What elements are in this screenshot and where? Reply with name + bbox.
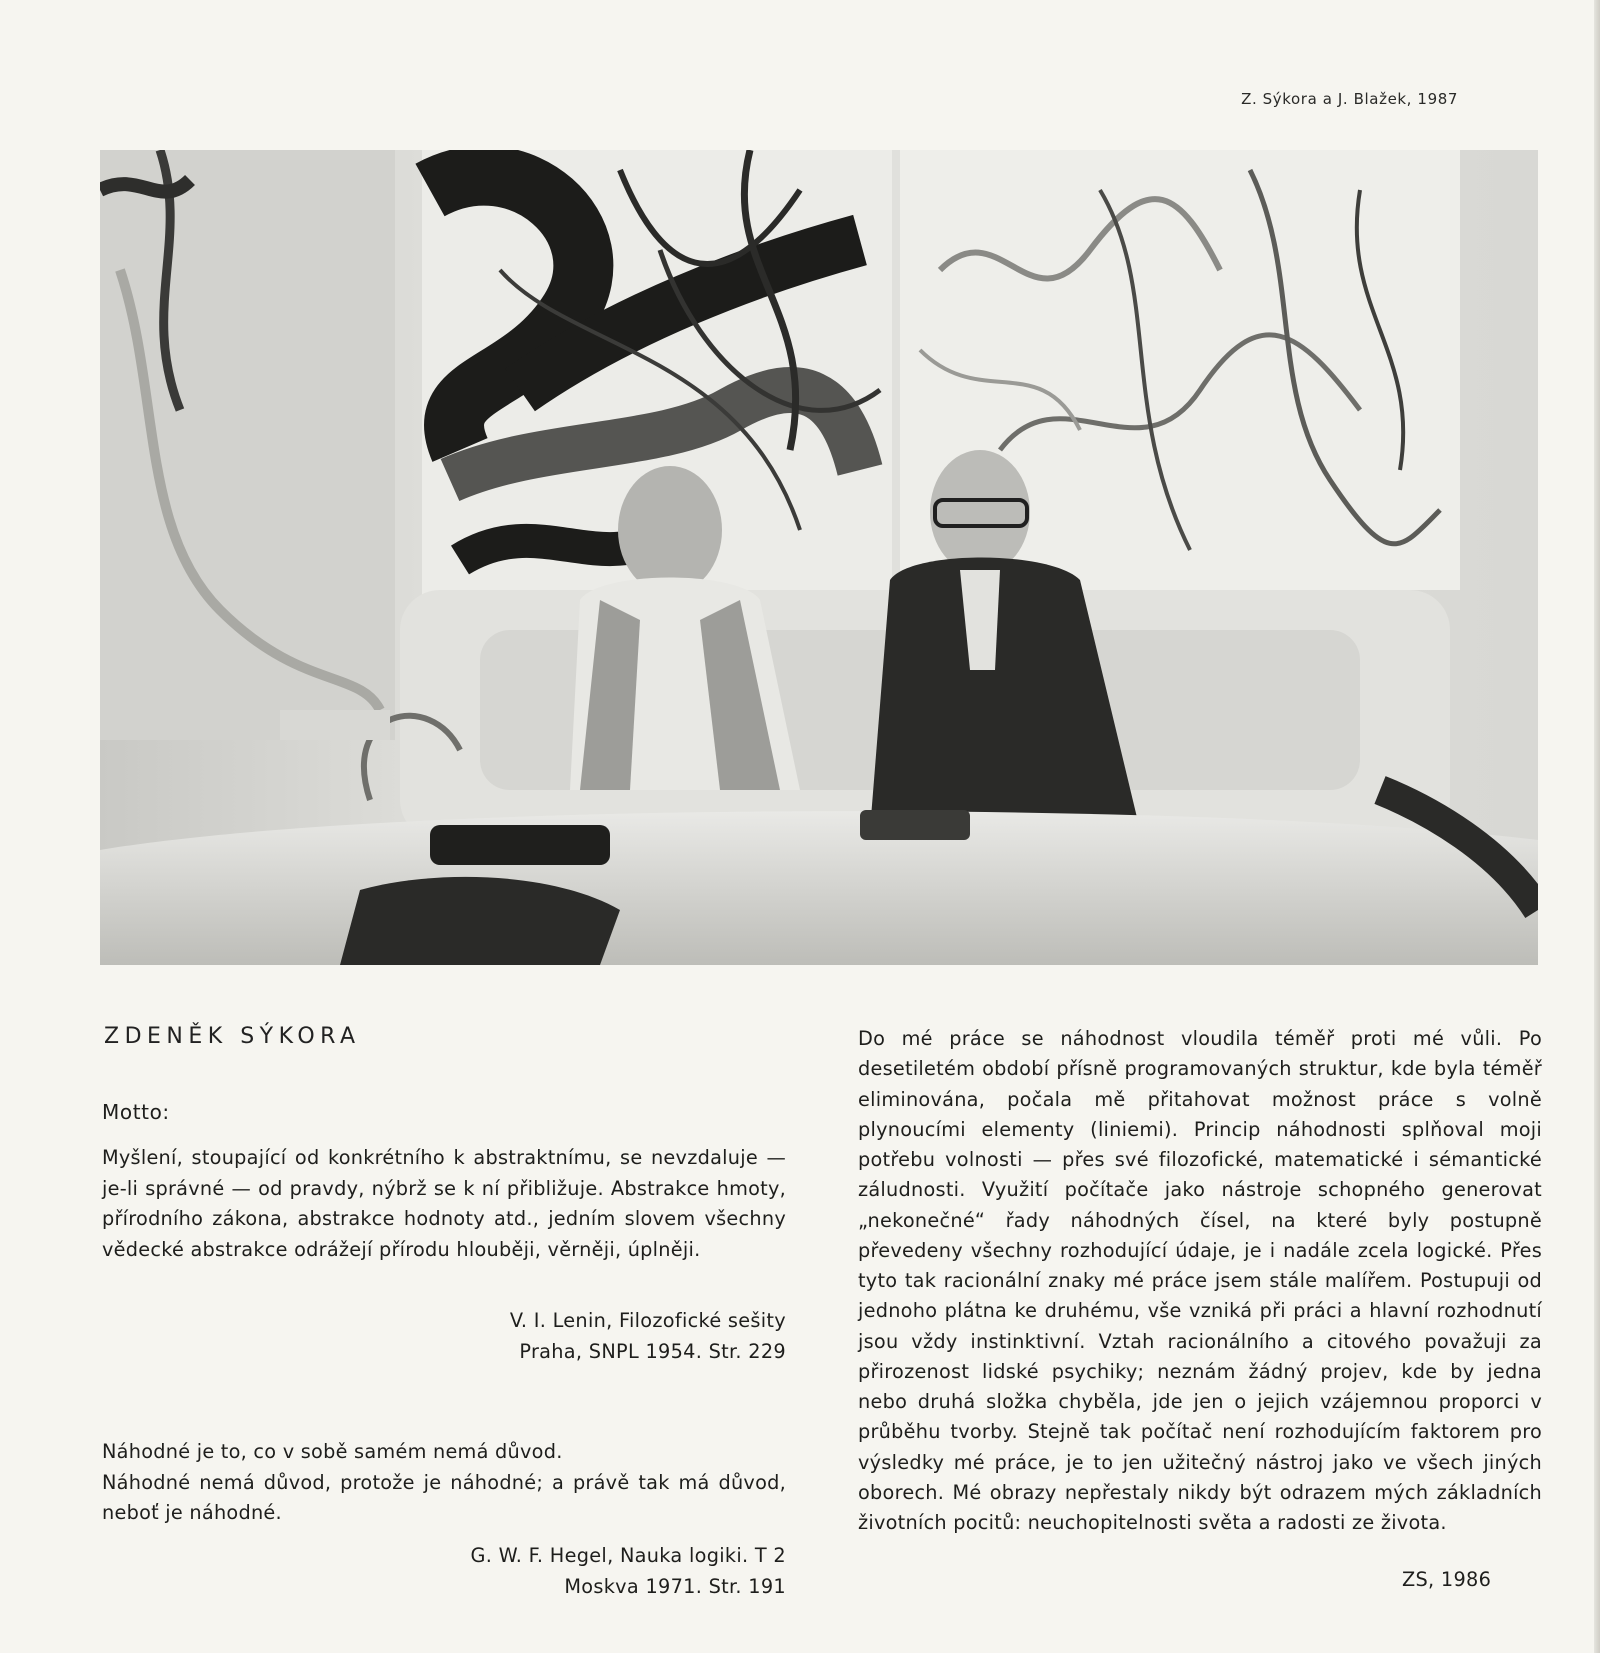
quote-hegel-line1: Náhodné je to, co v sobě samém nemá důvod. xyxy=(102,1440,563,1463)
quote-hegel xyxy=(102,1437,786,1529)
page-edge xyxy=(1594,0,1600,1653)
citation-hegel xyxy=(102,1540,786,1602)
article-title: ZDENĚK SÝKORA xyxy=(104,1024,361,1049)
photo-credit: Z. Sýkora a J. Blažek, 1987 xyxy=(1241,90,1458,108)
quote-hegel-line2: Náhodné nemá důvod, protože je náhodné; a právě tak má důvod, neboť je náhodné. xyxy=(102,1470,786,1524)
artist-photo xyxy=(100,150,1538,965)
citation-hegel-line1: G. W. F. Hegel, Nauka logiki. T 2 xyxy=(470,1544,786,1567)
quote-lenin: Myšlení, stoupající od konkrétního k abstraktnímu, se nevzdaluje — je-li správné — od pravdy, nýbrž se k ní přibližuje. Abstrakce hmoty, přírodního zákona, abstrakce hodnoty atd., jedním slovem všechny vědecké abstrakce odrážejí přírodu hlouběji, věrněji, úplněji. xyxy=(102,1146,786,1261)
citation-lenin-line2: Praha, SNPL 1954. Str. 229 xyxy=(519,1340,786,1363)
citation-lenin xyxy=(102,1305,786,1367)
citation-hegel-line2: Moskva 1971. Str. 191 xyxy=(564,1575,786,1598)
motto-label: Motto: xyxy=(102,1100,170,1124)
signature: ZS, 1986 xyxy=(1402,1568,1492,1591)
citation-lenin-line1: V. I. Lenin, Filozofické sešity xyxy=(509,1309,786,1332)
article-body: Do mé práce se náhodnost vloudila téměř proti mé vůli. Po desetiletém období přísně programovaných struktur, kde byla téměř eliminována, počala mě přitahovat možnost práce s volně plynoucími elementy (liniemi). Princip náhodnosti splňoval moji potřebu volnosti — přes své filozofické, matematické i sémantické záludnosti. Využití počítače jako nástroje schopného generovat „nekonečné“ řady náhodných čísel, na které byly postupně převedeny všechny rozhodující údaje, je i nadále zcela logické. Přes tyto tak racionální znaky mé práce jsem stále malířem. Postupuji od jednoho plátna ke druhému, vše vzniká při práci a hlavní rozhodnutí jsou vždy instinktivní. Vztah racionálního a citového považuji za přirozenost lidské psychiky; neznám žádný projev, kde by jedna nebo druhá složka chyběla, jde jen o jejich vzájemnou proporci v průběhu tvorby. Stejně tak počítač není rozhodujícím faktorem pro výsledky mé práce, je to jen užitečný nástroj jako ve všech jiných oborech. Mé obrazy nepřestaly nikdy být odrazem mých základních životních pocitů: neuchopitelnosti světa a radosti ze života. xyxy=(858,1027,1542,1534)
